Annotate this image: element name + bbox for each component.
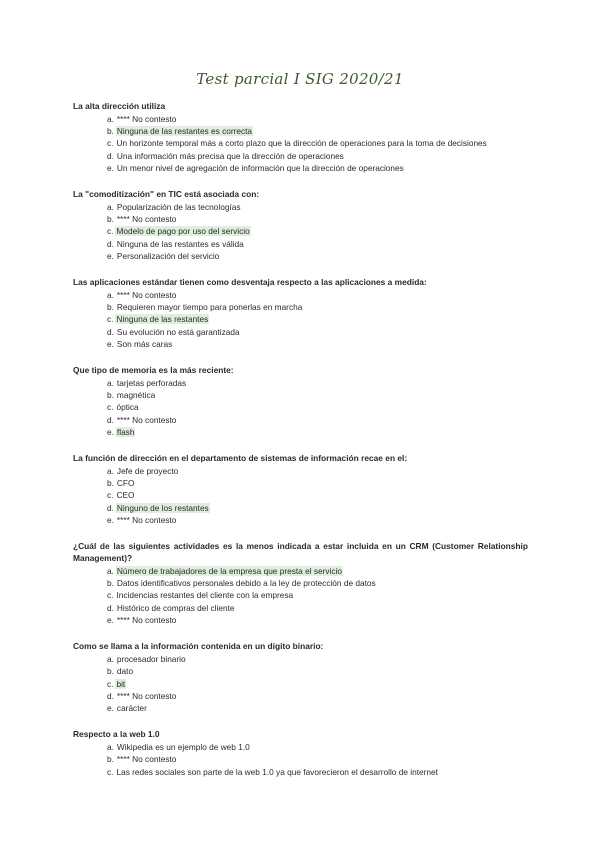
answer-option: b. **** No contesto	[107, 754, 177, 765]
question-text: Que tipo de memoria es la más reciente:	[73, 365, 234, 376]
answer-option: b. CFO	[107, 478, 135, 489]
answer-option: b. Requieren mayor tiempo para ponerlas en marcha	[107, 302, 303, 313]
answer-option: e. carácter	[107, 702, 147, 713]
answer-option: c. Incidencias restantes del cliente con la empresa	[107, 590, 294, 601]
answer-option-correct: c. Ninguna de las restantes	[107, 314, 209, 325]
page-title: Test parcial I SIG 2020/21	[196, 70, 404, 88]
answer-option: a. tarjetas perforadas	[107, 378, 187, 389]
answer-option: d. Ninguna de las restantes es válida	[107, 238, 244, 249]
answer-option: a. procesador binario	[107, 654, 186, 665]
answer-option: a. Wikipedia es un ejemplo de web 1.0	[107, 742, 250, 753]
answer-option: a. **** No contesto	[107, 114, 177, 124]
answer-option: c. Un horizonte temporal más a corto plazo que la dirección de operaciones para la toma de decisiones	[107, 138, 487, 149]
question-text: Las aplicaciones estándar tienen como desventaja respecto a las aplicaciones a medida:	[73, 277, 427, 288]
answer-option-correct: a. Número de trabajadores de la empresa que presta el servicio	[107, 566, 342, 577]
question	[73, 276, 528, 350]
question	[73, 452, 528, 526]
question	[73, 188, 528, 262]
answer-option-correct: c. Modelo de pago por uso del servicio	[107, 226, 250, 237]
answer-option: d. **** No contesto	[107, 690, 177, 701]
answer-option: e. **** No contesto	[107, 614, 177, 625]
answer-option-correct: c. bit	[107, 678, 126, 689]
question	[73, 100, 528, 174]
answer-option-correct: d. Ninguno de los restantes	[107, 502, 209, 513]
answer-option: b. dato	[107, 666, 134, 677]
answer-option: b. magnética	[107, 390, 156, 401]
answer-option: c. CEO	[107, 490, 135, 501]
answer-option: d. **** No contesto	[107, 414, 177, 425]
answer-option: e. Personalización del servicio	[107, 250, 220, 261]
question	[73, 640, 528, 714]
answer-option: e. **** No contesto	[107, 514, 177, 525]
question-text: La "comoditización" en TIC está asociada con:	[73, 189, 260, 200]
question	[73, 540, 528, 626]
answer-option: b. **** No contesto	[107, 214, 177, 225]
question-list	[73, 100, 528, 792]
question	[73, 364, 528, 438]
answer-option-correct: e. flash	[107, 426, 135, 437]
answer-option: a. Jefe de proyecto	[107, 466, 179, 477]
answer-option: d. Su evolución no está garantizada	[107, 326, 240, 337]
question	[73, 728, 528, 778]
answer-option: b. Datos identificativos personales debido a la ley de protección de datos	[107, 578, 376, 589]
answer-option: d. Una información más precisa que la dirección de operaciones	[107, 150, 344, 161]
question-text: Respecto a la web 1.0	[73, 729, 160, 740]
question-text: La alta dirección utiliza	[73, 101, 166, 111]
question-text: Como se llama a la información contenida en un dígito binario:	[73, 641, 324, 652]
answer-option: a. Popularización de las tecnologías	[107, 202, 241, 213]
answer-option-correct: b. Ninguna de las restantes es correcta	[107, 126, 253, 137]
answer-option: e. Un menor nivel de agregación de información que la dirección de operaciones	[107, 162, 404, 173]
answer-option: e. Son más caras	[107, 338, 173, 349]
answer-option: c. Las redes sociales son parte de la web 1.0 ya que favorecieron el desarrollo de internet	[107, 766, 438, 777]
answer-option: c. óptica	[107, 402, 139, 413]
question-text: ¿Cuál de las siguientes actividades es la menos indicada a estar incluida en un CRM (Customer Relationship Management)?	[73, 541, 528, 564]
question-text: La función de dirección en el departamento de sistemas de información recae en el:	[73, 453, 408, 464]
answer-option: a. **** No contesto	[107, 290, 177, 301]
answer-option: d. Histórico de compras del cliente	[107, 602, 235, 613]
